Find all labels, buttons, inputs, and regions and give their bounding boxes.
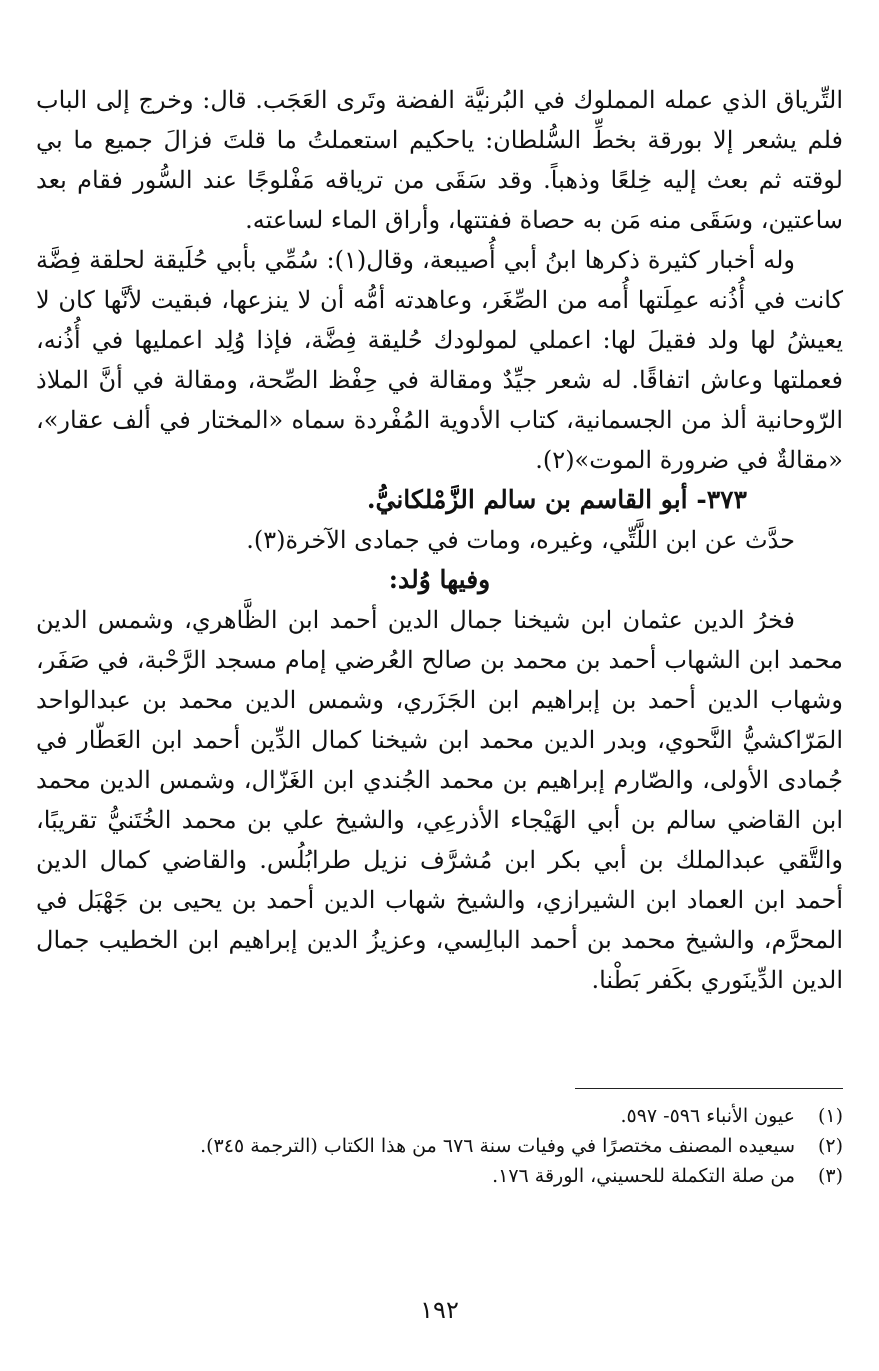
footnote-text: سيعيده المصنف مختصرًا في وفيات سنة ٦٧٦ من هذا الكتاب (الترجمة ٣٤٥). — [200, 1135, 795, 1157]
footnotes — [36, 1088, 843, 1191]
page-number: ١٩٢ — [420, 1296, 459, 1324]
footnote-number: (٢) — [817, 1135, 843, 1157]
footnote-text: من صلة التكملة للحسيني، الورقة ١٧٦. — [492, 1165, 795, 1187]
footnote-number: (٣) — [817, 1165, 843, 1187]
footnote-2 — [36, 1131, 843, 1161]
paragraph-births: فخرُ الدين عثمان ابن شيخنا جمال الدين أحمد ابن الظَّاهري، وشمس الدين محمد ابن الشهاب أحمد بن محمد بن صالح العُرضي إمام مسجد الرَّحْبة، في صَفَر، وشهاب الدين أحمد بن إبراهيم ابن الجَزَري، وشمس الدين محمد بن عبدالواحد المَرّاكشيُّ النَّحوي، وبدر الدين محمد ابن شيخنا كمال الدِّين أحمد ابن العَطّار في جُمادى الأولى، والصّارم إبراهيم بن محمد الجُندي ابن الغَزّال، وشمس الدين محمد ابن القاضي سالم بن أبي الهَيْجاء الأذرعِي، والشيخ علي بن محمد الخُتَنيُّ تقريبًا، والتَّقي عبدالملك بن أبي بكر ابن مُشرَّف نزيل طرابُلُس. والقاضي كمال الدين أحمد ابن العماد ابن الشيرازي، والشيخ شهاب الدين أحمد بن يحيى بن جَهْبَل في المحرَّم، والشيخ محمد بن أحمد البالِسي، وعزيزُ الدين إبراهيم ابن الخطيب جمال الدين الدِّينَوري بكَفر بَطْنا. — [36, 606, 844, 994]
footnote-3 — [36, 1161, 843, 1191]
paragraph-abu-hulayqa: وله أخبار كثيرة ذكرها ابنُ أبي أُصيبعة، وقال(١): سُمِّي بأبي حُلَيقة لحلقة فِضَّة كانت في أُذُنه عمِلَتها أُمه من الصِّغَر، وعاهدته أمُّه أن لا ينزعها، فبقيت لأنَّها كان لا يعيشُ لها ولد فقيلَ لها: اعملي لمولودك حُليقة فِضَّة، فإذا وُلِد اعمليها في أُذُنه، فعملتها وعاش اتفاقًا. له شعر جيِّدٌ ومقالة في حِفْظ الصِّحة، ومقالة في أنَّ الملاذ الرّوحانية ألذ من الجسمانية، كتاب الأدوية المُفْردة سماه «المختار في ألف عقار»، «مقالةٌ في ضرورة الموت»(٢). — [36, 246, 843, 474]
footnote-divider — [575, 1088, 843, 1089]
paragraph-entry-373: حدَّث عن ابن اللَّتِّي، وغيره، ومات في جمادى الآخرة(٣). — [246, 526, 795, 554]
section-heading-births: وفيها وُلد: — [388, 565, 491, 594]
entry-heading-373: ٣٧٣- أبو القاسم بن سالم الزَّمْلكانيُّ. — [366, 485, 747, 514]
footnote-1 — [36, 1101, 843, 1131]
footnote-text: عيون الأنباء ٥٩٦- ٥٩٧. — [620, 1105, 795, 1127]
main-text — [36, 80, 843, 1000]
paragraph-theriac: التِّرياق الذي عمله المملوك في البُرنيَّة الفضة وتَرى العَجَب. قال: وخرج إلى الباب فلم يشعر إلا بورقة بخطِّ السُّلطان: ياحكيم استعملتُ ما قلتَ فزالَ جميع ما بي لوقته ثم بعث إليه خِلعًا وذهباً. وقد سَقَى من ترياقه مَفْلوجًا عند السُّور فقام بعد ساعتين، وسَقَى منه مَن به حصاة ففتتها، وأراق الماء لساعته. — [36, 86, 844, 234]
footnote-number: (١) — [817, 1105, 843, 1127]
